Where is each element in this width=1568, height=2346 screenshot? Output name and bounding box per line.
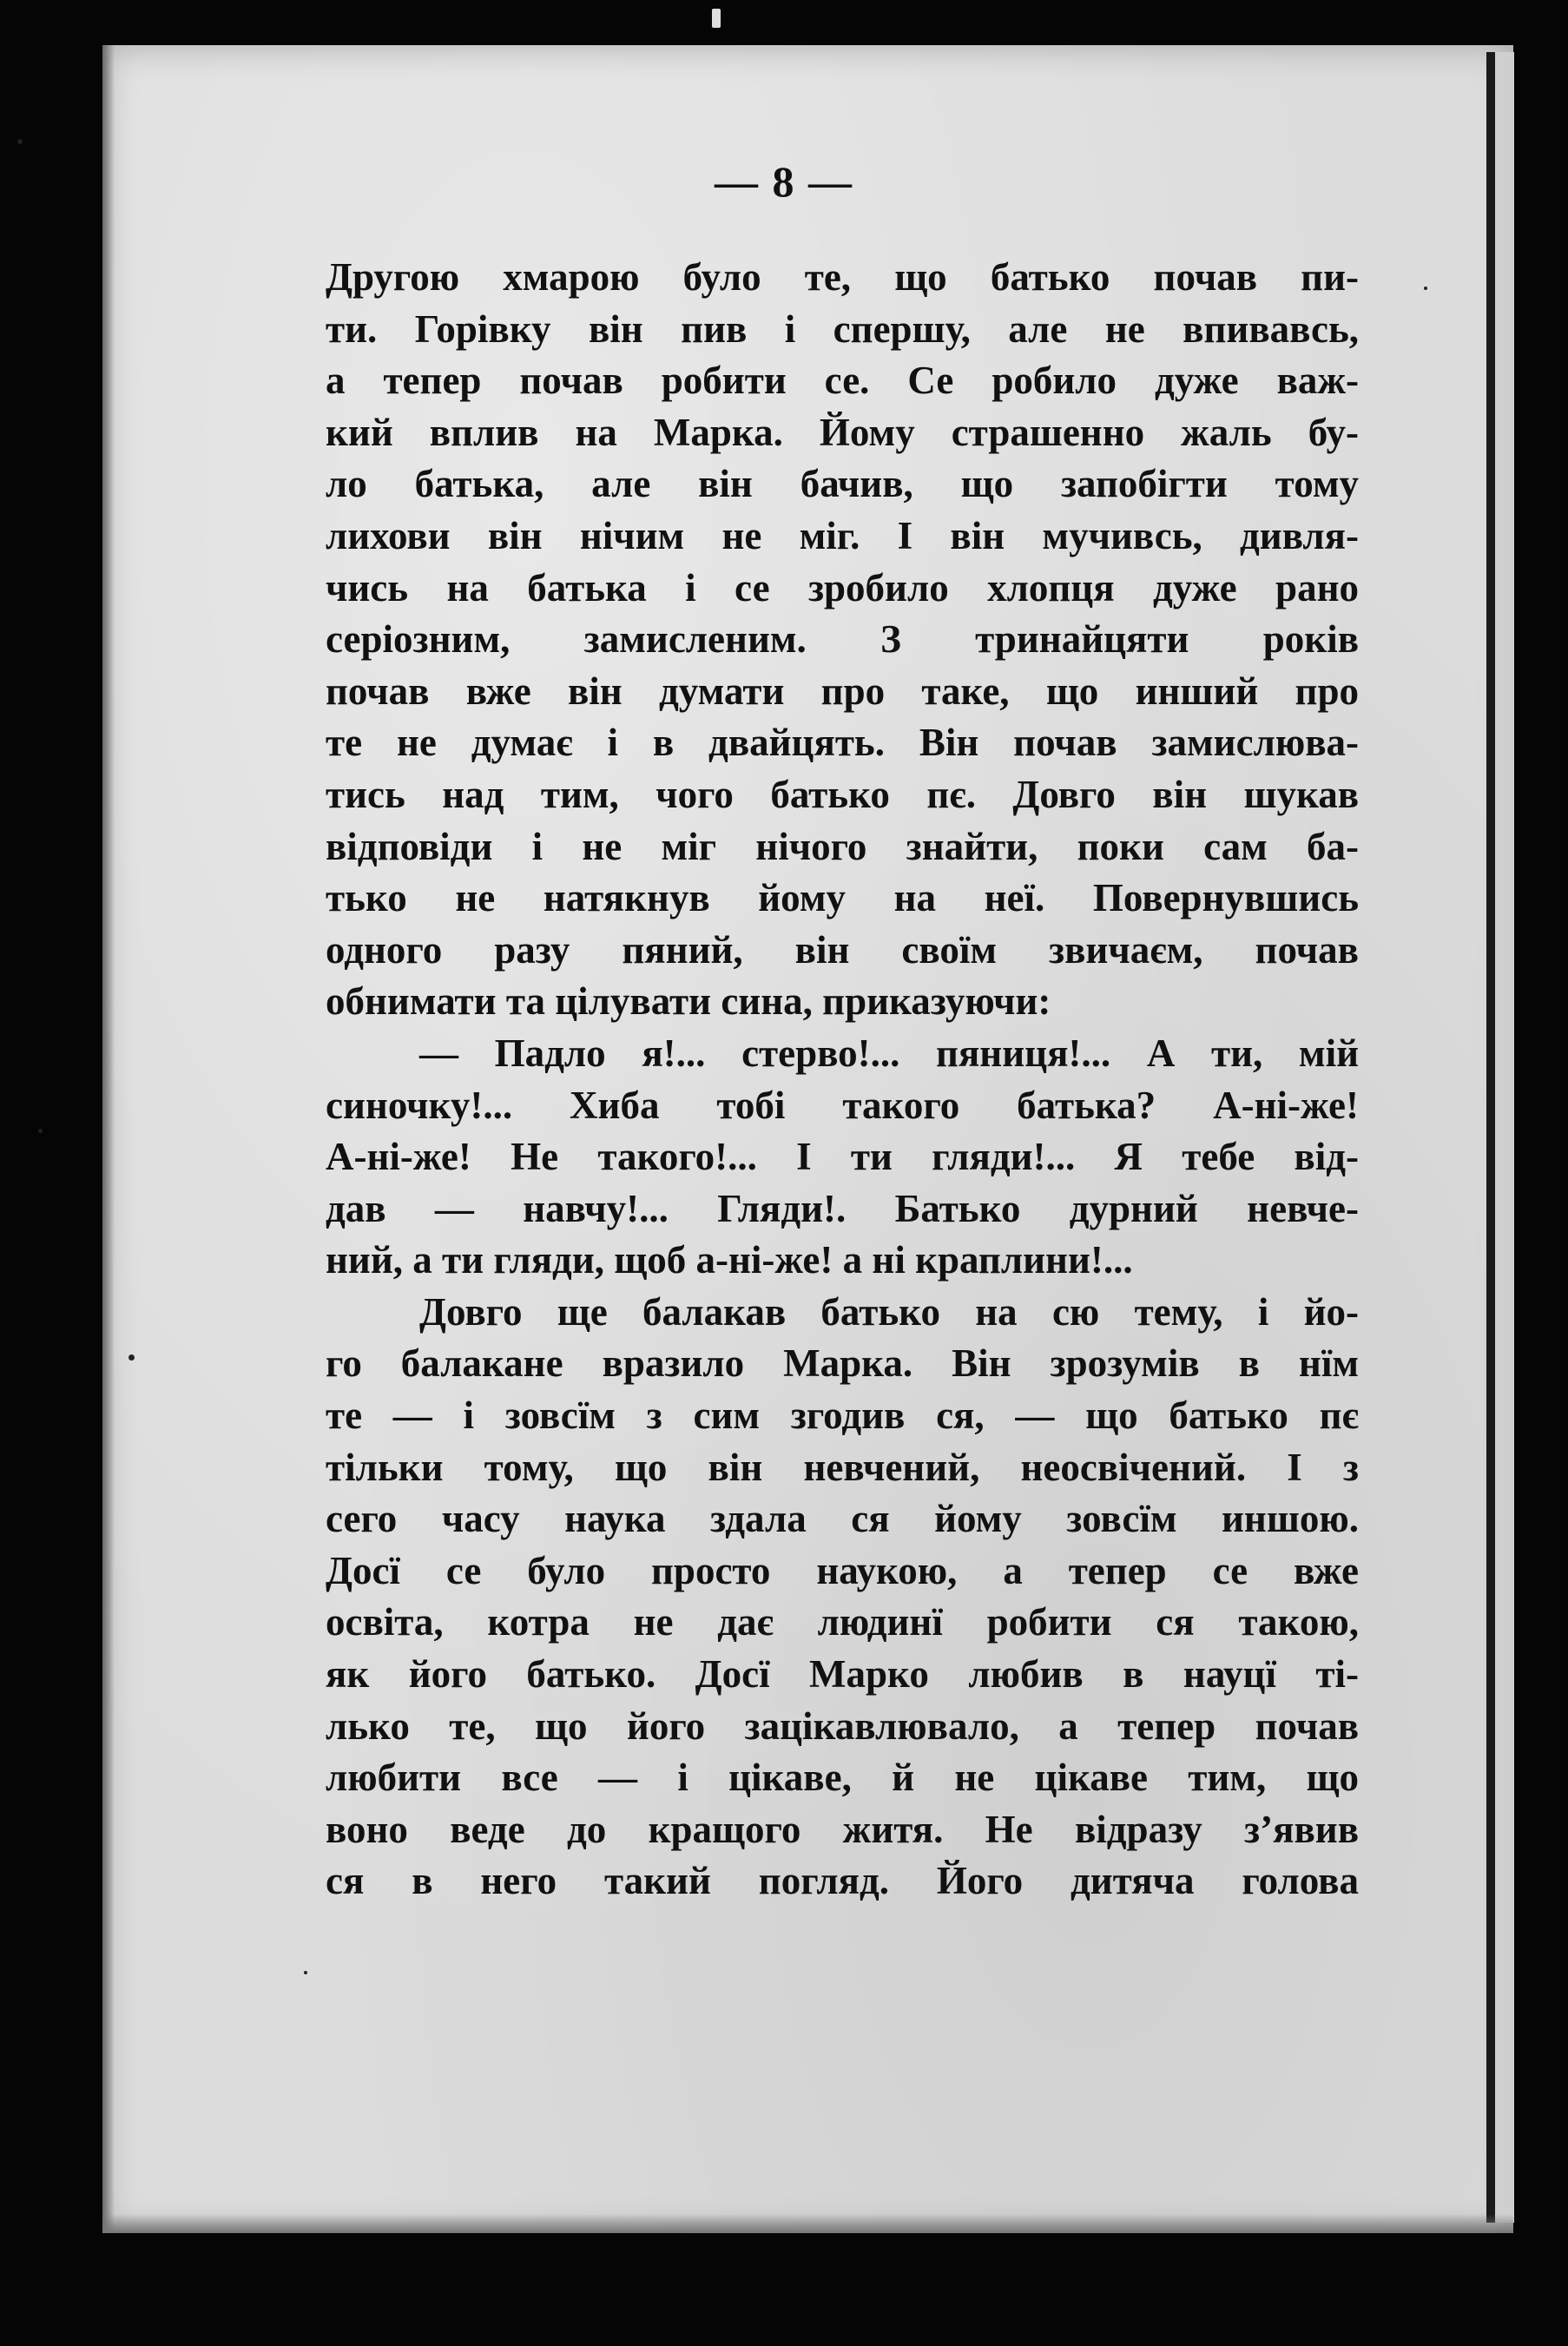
page-right-edge-shadow: [1486, 52, 1495, 2223]
page-right-edge-strip: [1495, 52, 1514, 2223]
text-line: кий вплив на Марка. Йому страшенно жаль бу-: [326, 410, 1359, 454]
scan-speck: [712, 9, 721, 28]
text-line: го балакане вразило Марка. Він зрозумів в нїм: [326, 1341, 1359, 1386]
text-line: те — і зовсїм з сим згодив ся, — що батько пє: [326, 1394, 1359, 1438]
text-line: як його батько. Досї Марко любив в науцї ті-: [326, 1652, 1359, 1697]
page-number: — 8 —: [715, 157, 853, 206]
text-line: воно веде до кращого житя. Не відразу з’явив: [326, 1807, 1359, 1851]
text-line: Довго ще балакав батько на сю тему, і йо-: [419, 1289, 1359, 1334]
text-line: А-ні-же! Не такого!... І ти гляди!... Я тебе від-: [326, 1135, 1359, 1179]
text-line: обнимати та цілувати сина, приказуючи:: [326, 979, 1051, 1024]
text-line: чись на батька і се зробило хлопця дуже рано: [326, 565, 1359, 610]
text-line: тись над тим, чого батько пє. Довго він шукав: [326, 772, 1359, 816]
scan-speck: [38, 1129, 43, 1133]
text-line: ти. Горівку він пив і спершу, але не впивавсь,: [326, 306, 1359, 351]
scan-speck: [17, 139, 23, 144]
text-line: тільки тому, що він невчений, неосвічений. І з: [326, 1445, 1359, 1489]
text-line: тько не натякнув йому на неї. Повернувшись: [326, 876, 1359, 920]
text-line: — Падло я!... стерво!... пяниця!... А ти, мій: [419, 1031, 1359, 1075]
page-bottom-edge: [102, 2214, 1513, 2233]
text-line: ний, а ти гляди, щоб а-ні-же! а ні краплини!...: [326, 1238, 1133, 1282]
body-text: [326, 252, 1359, 1908]
text-line: серіозним, замисленим. З тринайцяти років: [326, 617, 1359, 662]
text-line: а тепер почав робити се. Се робило дуже важ-: [326, 359, 1359, 403]
text-line: ся в него такий погляд. Його дитяча голова: [326, 1859, 1359, 1903]
text-line: одного разу пяний, він своїм звичаєм, почав: [326, 927, 1359, 972]
scan-speck: [128, 1354, 135, 1361]
scan-speck: [1424, 287, 1427, 290]
text-line: синочку!... Хиба тобі такого батька? А-ні-же!: [326, 1083, 1359, 1127]
text-line: Досї се було просто наукою, а тепер се вже: [326, 1548, 1359, 1592]
text-line: дав — навчу!... Гляди!. Батько дурний невче-: [326, 1186, 1359, 1230]
text-line: освіта, котра не дає людинї робити ся такою,: [326, 1600, 1359, 1644]
scan-speck: [304, 1971, 307, 1974]
text-line: Другою хмарою було те, що батько почав пи-: [326, 255, 1359, 299]
text-line: почав вже він думати про таке, що инший про: [326, 669, 1359, 713]
text-line: лихови він нічим не міг. І він мучивсь, дивля-: [326, 513, 1359, 557]
text-line: любити все — і цікаве, й не цікаве тим, що: [326, 1756, 1359, 1800]
page-left-edge: [102, 45, 115, 2233]
text-line: лько те, що його зацікавлювало, а тепер почав: [326, 1703, 1359, 1748]
text-line: ло батька, але він бачив, що запобігти тому: [326, 462, 1359, 506]
text-line: те не думає і в двайцять. Він почав замислюва-: [326, 721, 1359, 765]
text-line: сего часу наука здала ся йому зовсїм иншою.: [326, 1497, 1359, 1541]
text-line: відповіди і не міг нічого знайти, поки сам ба-: [326, 824, 1359, 868]
